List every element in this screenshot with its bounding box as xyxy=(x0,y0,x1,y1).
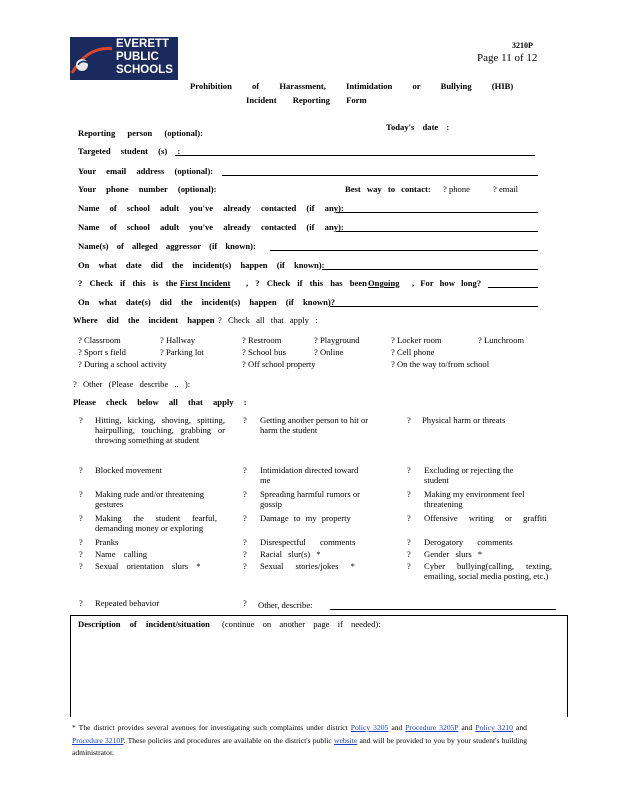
check-mark-icon[interactable]: ? xyxy=(79,415,83,425)
first-incident-text-a: ? Check if this is the xyxy=(78,278,178,288)
behavior-name-calling: Name calling xyxy=(95,549,148,559)
footer-text-5: . These policies and procedures are available on the district's public xyxy=(123,735,332,745)
footer-text-3: and xyxy=(461,723,473,732)
targeted-student-label: Targeted student (s) : xyxy=(78,146,181,156)
best-way-label: Best way to contact: xyxy=(345,184,431,194)
email-label: Your email address (optional): xyxy=(78,166,214,176)
behavior-cyber-bullying: Cyber bullying(calling, texting, emailing, social media posting, etc.) xyxy=(424,561,552,581)
behavior-derogatory: Derogatory comments xyxy=(424,537,513,547)
first-incident-checkbox[interactable]: First Incident xyxy=(180,278,231,288)
check-mark-icon[interactable]: ? xyxy=(407,537,411,547)
description-label: Description of incident/situation xyxy=(78,619,210,629)
check-mark-icon[interactable]: ? xyxy=(79,537,83,547)
where-sports-field[interactable]: ? Sport s field xyxy=(78,347,126,357)
phone-label: Your phone number (optional): xyxy=(78,184,217,194)
behavior-getting-another: Getting another person to hit or harm the student xyxy=(260,415,369,435)
aggressor-label: Name(s) of alleged aggressor (if known): xyxy=(78,241,256,251)
check-mark-icon[interactable]: ? xyxy=(243,537,247,547)
check-mark-icon[interactable]: ? xyxy=(407,513,411,523)
description-box[interactable] xyxy=(70,615,568,717)
policy-3205-link[interactable]: Policy 3205 xyxy=(350,723,389,732)
behavior-disrespectful: Disrespectful comments xyxy=(260,537,356,547)
behavior-environment: Making my environment feel threatening xyxy=(424,489,525,509)
check-mark-icon[interactable]: ? xyxy=(79,549,83,559)
behavior-pranks: Pranks xyxy=(95,537,119,547)
check-mark-icon[interactable]: ? xyxy=(407,415,411,425)
behavior-fearful: Making the student fearful, demanding money or exploring xyxy=(95,513,217,533)
where-cell-phone[interactable]: ? Cell phone xyxy=(391,347,435,357)
check-mark-icon[interactable]: ? xyxy=(243,561,247,571)
where-off-school[interactable]: ? Off school property xyxy=(242,359,316,369)
incident-date-label: On what date did the incident(s) happen (if known): xyxy=(78,260,325,270)
check-mark-icon[interactable]: ? xyxy=(407,465,411,475)
email-input[interactable] xyxy=(222,175,538,176)
where-other[interactable]: ? Other (Please describe .. ): xyxy=(73,379,191,389)
website-link[interactable]: website xyxy=(334,735,358,745)
aggressor-input[interactable] xyxy=(270,250,538,251)
adult-contacted-input-1[interactable] xyxy=(336,212,538,213)
behavior-repeated: Repeated behavior xyxy=(95,598,160,608)
other-describe-input[interactable] xyxy=(330,609,556,610)
check-mark-icon[interactable]: ? xyxy=(79,513,83,523)
check-mark-icon[interactable]: ? xyxy=(243,489,247,499)
policy-3210-link[interactable]: Policy 3210 xyxy=(475,723,513,732)
form-title-line-1: Prohibition of Harassment, Intimidation or Bullying (HIB) xyxy=(190,81,514,91)
behavior-physical-harm: Physical harm or threats xyxy=(422,415,506,425)
incident-dates-label-2: On what date(s) did the incident(s) happen (if known)? xyxy=(78,297,336,307)
logo-line-2: PUBLIC xyxy=(116,51,159,63)
behavior-gestures: Making rude and/or threatening gestures xyxy=(95,489,205,509)
where-to-from-school[interactable]: ? On the way to/from school xyxy=(391,359,490,369)
logo-line-1: EVERETT xyxy=(116,38,170,50)
behavior-graffiti: Offensive writing or graffiti xyxy=(424,513,547,523)
where-parking-lot[interactable]: ? Parking lot xyxy=(160,347,204,357)
where-heading: Where did the incident happen xyxy=(73,315,215,325)
where-school-bus[interactable]: ? School bus xyxy=(242,347,286,357)
behavior-hitting: Hitting, kicking, shoving, spitting, hairpulling, touching, grabbing or throwing something at student xyxy=(95,415,225,445)
check-mark-icon[interactable]: ? xyxy=(243,598,247,608)
check-mark-icon[interactable]: ? xyxy=(79,489,83,499)
where-lunchroom[interactable]: ? Lunchroom xyxy=(478,335,525,345)
footer-note xyxy=(72,722,527,760)
where-online[interactable]: ? Online xyxy=(314,347,344,357)
district-logo xyxy=(68,35,180,82)
incident-dates-input-2[interactable] xyxy=(330,306,538,307)
behavior-sexual-orientation: Sexual orientation slurs * xyxy=(95,561,201,571)
where-classroom[interactable]: ? Classroom xyxy=(78,335,121,345)
behaviors-heading: Please check below all that apply : xyxy=(73,397,247,407)
first-incident-text-c: , ? Check if this has been xyxy=(246,278,367,288)
behavior-gender-slurs: Gender slurs * xyxy=(424,549,483,559)
how-long-input[interactable] xyxy=(488,287,538,288)
page-number: Page 11 of 12 xyxy=(477,52,538,64)
check-mark-icon[interactable]: ? xyxy=(407,489,411,499)
where-school-activity[interactable]: ? During a school activity xyxy=(78,359,167,369)
procedure-3205p-link[interactable]: Procedure 3205P xyxy=(405,723,459,732)
where-hint: ? Check all that apply : xyxy=(218,315,318,325)
logo-line-3: SCHOOLS xyxy=(116,64,173,76)
how-long-label: , For how long? xyxy=(412,278,482,288)
behavior-damage: Damage to my property xyxy=(260,513,351,523)
reporting-person-label: Reporting person (optional): xyxy=(78,128,204,138)
adult-contacted-label-1: Name of school adult you've already contacted (if any): xyxy=(78,203,344,213)
check-mark-icon[interactable]: ? xyxy=(407,549,411,559)
today-date-label: Today's date : xyxy=(386,122,450,132)
where-hallway[interactable]: ? Hallway xyxy=(160,335,196,345)
behavior-excluding: Excluding or rejecting the student xyxy=(424,465,514,485)
ongoing-checkbox[interactable]: Ongoing xyxy=(368,278,400,288)
procedure-3210p-link[interactable]: Procedure 3210P xyxy=(72,735,124,745)
check-mark-icon[interactable]: ? xyxy=(407,561,411,571)
behavior-intimidation: Intimidation directed toward me xyxy=(260,465,359,485)
behavior-racial-slurs: Racial slur(s) * xyxy=(260,549,321,559)
form-title-line-2: Incident Reporting Form xyxy=(246,95,367,105)
behavior-blocked: Blocked movement xyxy=(95,465,163,475)
best-way-email-checkbox[interactable]: ? email xyxy=(493,184,519,194)
footer-text-6: and will be provided to you by your student's building administrator. xyxy=(72,735,527,757)
footer-text-1: * The district provides several avenues for investigating such complaints under district xyxy=(72,723,348,732)
where-restroom[interactable]: ? Restroom xyxy=(242,335,282,345)
check-mark-icon[interactable]: ? xyxy=(243,415,247,425)
adult-contacted-label-2: Name of school adult you've already contacted (if any): xyxy=(78,222,344,232)
check-mark-icon[interactable]: ? xyxy=(79,465,83,475)
footer-text-2: and xyxy=(391,723,403,732)
behavior-sexual-stories: Sexual stories/jokes * xyxy=(260,561,355,571)
check-mark-icon[interactable]: ? xyxy=(243,549,247,559)
check-mark-icon[interactable]: ? xyxy=(79,561,83,571)
incident-date-input[interactable] xyxy=(322,269,538,270)
form-code: 3210P xyxy=(512,41,533,50)
footer-text-4: and xyxy=(516,723,527,732)
behavior-other-describe: Other, describe: xyxy=(258,600,313,610)
description-hint: (continue on another page if needed): xyxy=(222,619,381,629)
check-mark-icon[interactable]: ? xyxy=(243,465,247,475)
targeted-student-input[interactable] xyxy=(175,155,535,156)
best-way-phone-checkbox[interactable]: ? phone xyxy=(443,184,470,194)
behavior-rumors: Spreading harmful rumors or gossip xyxy=(260,489,360,509)
check-mark-icon[interactable]: ? xyxy=(79,598,83,608)
where-playground[interactable]: ? Playground xyxy=(314,335,360,345)
check-mark-icon[interactable]: ? xyxy=(243,513,247,523)
adult-contacted-input-2[interactable] xyxy=(336,231,538,232)
where-locker-room[interactable]: ? Locker room xyxy=(391,335,442,345)
